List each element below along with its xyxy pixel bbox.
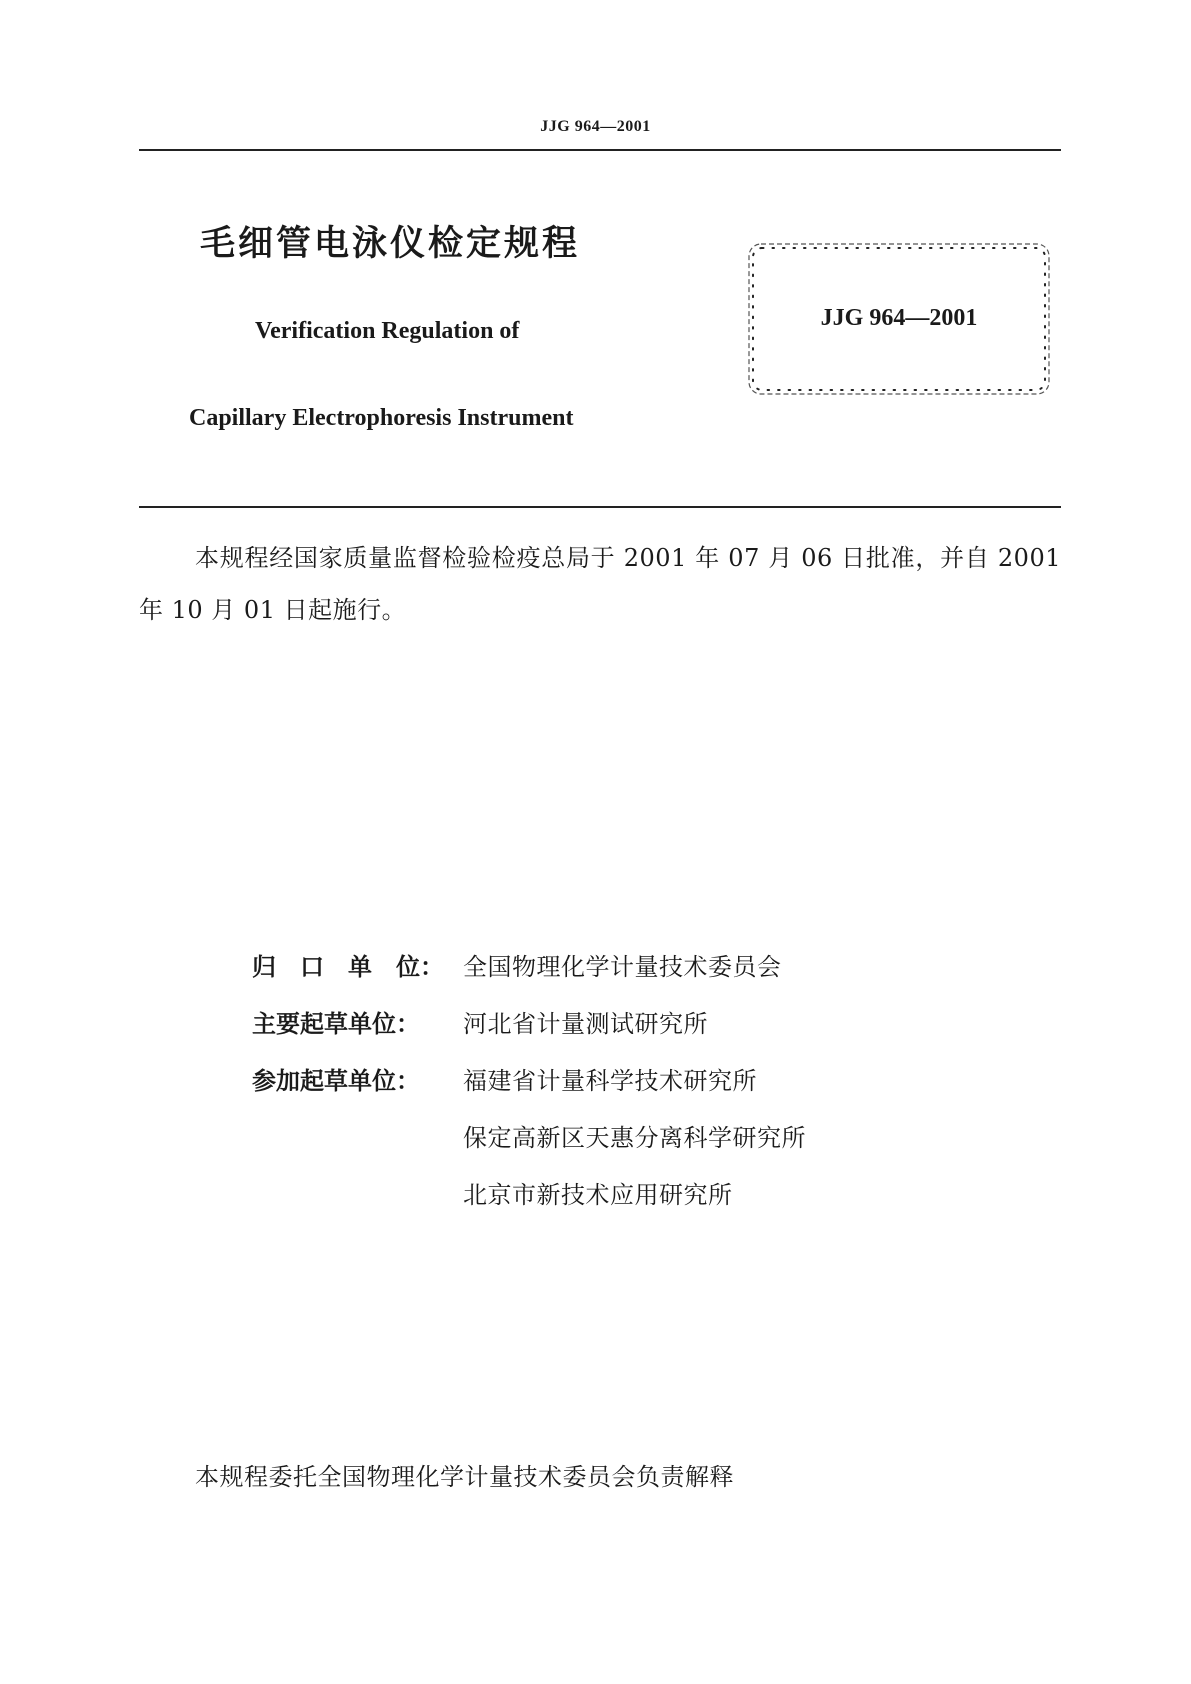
title-chinese: 毛细管电泳仪检定规程 bbox=[200, 224, 581, 264]
main-drafting-unit: 河北省计量测试研究所 bbox=[463, 1010, 708, 1038]
standard-code-box bbox=[746, 241, 1052, 397]
responsible-unit: 全国物理化学计量技术委员会 bbox=[463, 953, 782, 981]
participating-unit: 北京市新技术应用研究所 bbox=[463, 1181, 733, 1209]
title-bottom-rule bbox=[139, 506, 1061, 508]
responsible-unit-label: 归 口 单 位： bbox=[252, 953, 444, 981]
title-english-line1: Verification Regulation of bbox=[255, 318, 520, 344]
interpretation-note: 本规程委托全国物理化学计量技术委员会负责解释 bbox=[195, 1463, 734, 1491]
header-standard-code: JJG 964—2001 bbox=[540, 118, 651, 135]
stamp-standard-code: JJG 964—2001 bbox=[820, 305, 978, 331]
participating-unit-label: 参加起草单位： bbox=[252, 1067, 420, 1095]
title-english-line2: Capillary Electrophoresis Instrument bbox=[189, 405, 574, 431]
main-drafting-unit-label: 主要起草单位： bbox=[252, 1010, 420, 1038]
header-rule bbox=[139, 149, 1061, 151]
participating-unit: 保定高新区天惠分离科学研究所 bbox=[463, 1124, 806, 1152]
approval-statement: 本规程经国家质量监督检验检疫总局于 2001 年 07 月 06 日批准，并自 2001 年 10 月 01 日起施行。 bbox=[139, 544, 1061, 624]
participating-unit: 福建省计量科学技术研究所 bbox=[463, 1067, 757, 1095]
